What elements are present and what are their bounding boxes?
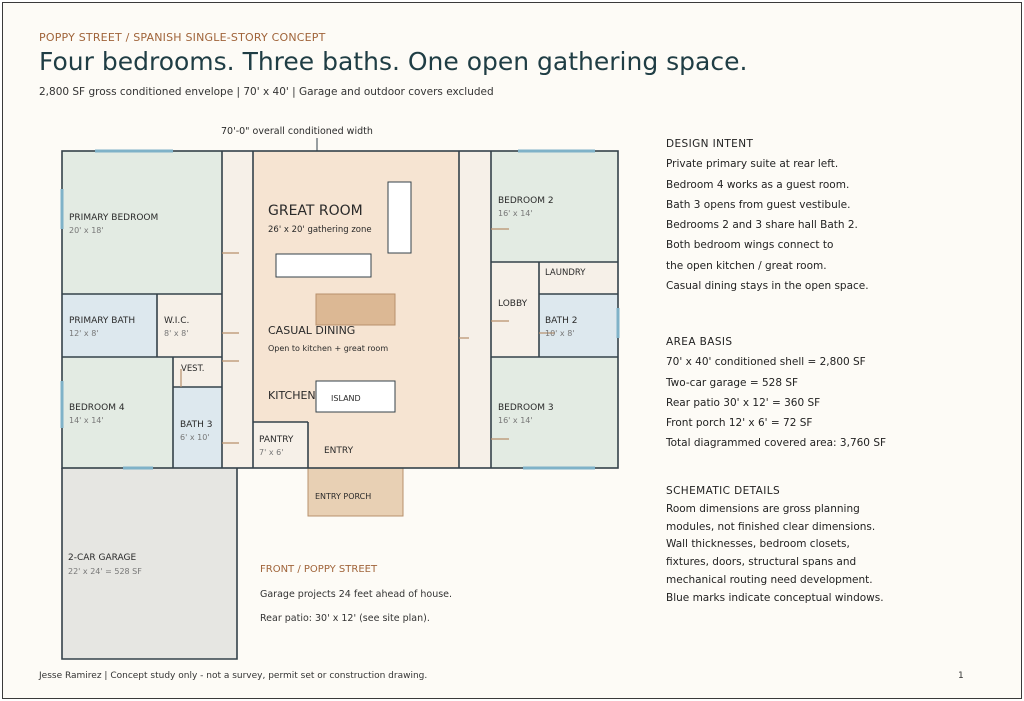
page-number: 1 <box>958 671 964 681</box>
room-dims: 8' x 8' <box>164 329 189 338</box>
page-title: Four bedrooms. Three baths. One open gathering space. <box>39 47 748 76</box>
note-line: Two-car garage = 528 SF <box>666 376 799 389</box>
note-line: mechanical routing need development. <box>666 573 873 586</box>
room-label: ISLAND <box>331 394 361 403</box>
note-line: modules, not finished clear dimensions. <box>666 520 876 533</box>
room-dims: 12' x 8' <box>69 329 99 338</box>
room-dims: 22' x 24' = 528 SF <box>68 567 142 576</box>
section-title: SCHEMATIC DETAILS <box>666 485 781 497</box>
room-label: 2-CAR GARAGE <box>68 553 137 563</box>
note-line: Bedrooms 2 and 3 share hall Bath 2. <box>666 219 858 232</box>
dining-table <box>316 294 395 325</box>
section-title: AREA BASIS <box>666 336 733 348</box>
room-dims: 26' x 20' gathering zone <box>268 225 372 235</box>
room-dims: 7' x 6' <box>259 448 284 457</box>
room-dims: 20' x 18' <box>69 226 104 235</box>
room-dims: 16' x 14' <box>498 209 533 218</box>
lobby-room <box>491 262 539 357</box>
sofa-block <box>276 254 371 277</box>
project-eyebrow: POPPY STREET / SPANISH SINGLE-STORY CONCEPT <box>39 31 326 44</box>
design-intent-panel <box>666 134 869 296</box>
hallway-left <box>222 151 253 468</box>
room-label: GREAT ROOM <box>268 203 363 219</box>
room-label: KITCHEN <box>268 389 316 402</box>
floor-plan-sheet <box>2 2 1022 699</box>
note-line: Casual dining stays in the open space. <box>666 280 869 293</box>
area-basis-panel <box>666 332 886 454</box>
page-subtitle: 2,800 SF gross conditioned envelope | 70' x 40' | Garage and outdoor covers excluded <box>39 86 494 98</box>
room-label: VEST. <box>181 364 205 374</box>
room-dims: 16' x 14' <box>498 416 533 425</box>
sofa-block <box>388 182 411 253</box>
room-dims: 6' x 10' <box>180 433 210 442</box>
note-line: Rear patio 30' x 12' = 360 SF <box>666 396 821 409</box>
laundry-room <box>539 262 618 294</box>
pantry-room <box>253 422 308 468</box>
hallway-right <box>459 151 491 468</box>
note-line: Total diagrammed covered area: 3,760 SF <box>666 437 887 450</box>
front-street-label: FRONT / POPPY STREET <box>260 564 378 575</box>
room-label: BATH 3 <box>180 420 213 430</box>
room-label: BEDROOM 4 <box>69 403 125 413</box>
front-note: Garage projects 24 feet ahead of house. <box>260 589 453 600</box>
note-line: Front porch 12' x 6' = 72 SF <box>666 417 813 430</box>
note-line: Private primary suite at rear left. <box>666 158 839 171</box>
note-line: Bath 3 opens from guest vestibule. <box>666 198 851 211</box>
note-line: Blue marks indicate conceptual windows. <box>666 591 884 604</box>
front-note: Rear patio: 30' x 12' (see site plan). <box>260 613 430 624</box>
room-label: PRIMARY BATH <box>69 316 136 326</box>
note-line: Bedroom 4 works as a guest room. <box>666 178 850 191</box>
note-line: 70' x 40' conditioned shell = 2,800 SF <box>666 356 866 369</box>
note-line: Wall thicknesses, bedroom closets, <box>666 538 850 551</box>
note-line: Room dimensions are gross planning <box>666 502 860 515</box>
footer-credit: Jesse Ramirez | Concept study only - not a survey, permit set or construction drawing. <box>39 671 428 681</box>
note-line: fixtures, doors, structural spans and <box>666 556 857 569</box>
room-label: ENTRY <box>324 446 354 456</box>
overall-width-label: 70'-0" overall conditioned width <box>221 126 373 137</box>
room-label: PANTRY <box>259 435 294 445</box>
bedroom2-room <box>491 151 618 262</box>
garage-area <box>62 468 237 659</box>
note-line: Both bedroom wings connect to <box>666 239 834 252</box>
room-label: BATH 2 <box>545 316 578 326</box>
note-line: the open kitchen / great room. <box>666 259 827 272</box>
room-label: LAUNDRY <box>545 268 586 278</box>
room-label: BEDROOM 2 <box>498 196 554 206</box>
room-label: CASUAL DINING <box>268 324 356 337</box>
room-label: PRIMARY BEDROOM <box>69 213 159 223</box>
room-dims: Open to kitchen + great room <box>268 344 389 353</box>
room-label: LOBBY <box>498 299 528 309</box>
schematic-details-panel <box>666 483 884 608</box>
room-label: ENTRY PORCH <box>315 492 372 501</box>
room-dims: 10' x 8' <box>545 329 575 338</box>
room-label: W.I.C. <box>164 316 190 326</box>
section-title: DESIGN INTENT <box>666 138 754 150</box>
room-label: BEDROOM 3 <box>498 403 554 413</box>
room-dims: 14' x 14' <box>69 416 104 425</box>
